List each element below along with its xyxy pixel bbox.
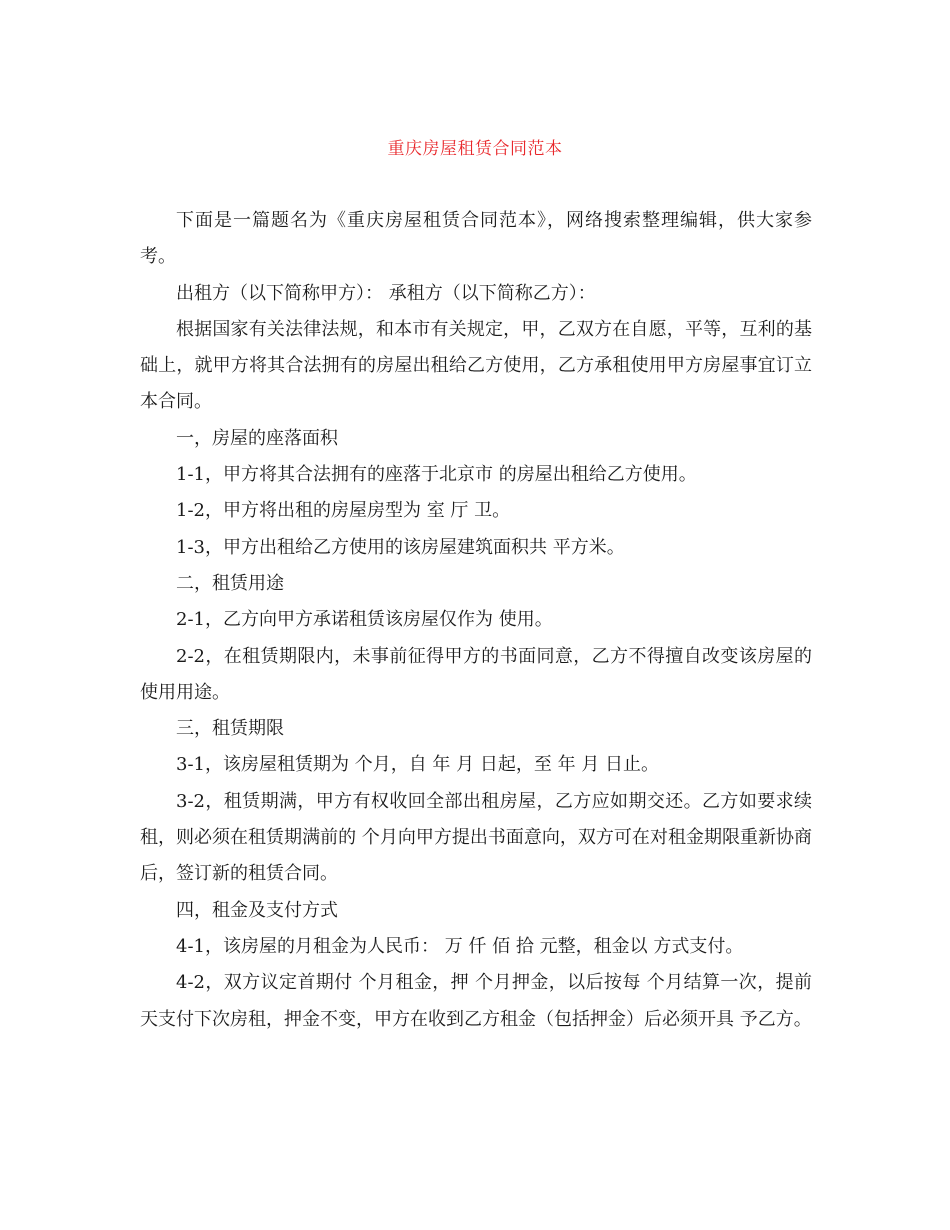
document-title: 重庆房屋租赁合同范本 (387, 139, 563, 159)
paragraph-parties: 出租方（以下简称甲方）： 承租方（以下简称乙方）： (176, 282, 596, 304)
clause-1-2: 1-2，甲方将出租的房屋房型为 室 厅 卫。 (176, 500, 511, 522)
document-body (140, 203, 812, 1038)
clause-2-2: 2-2，在租赁期限内，未事前征得甲方的书面同意，乙方不得擅自改变该房屋的使用用途。 (140, 645, 812, 703)
clause-3-2: 3-2，租赁期满，甲方有权收回全部出租房屋，乙方应如期交还。乙方如要求续租，则必须在租赁期满前的 个月向甲方提出书面意向，双方可在对租金期限重新协商后，签订新的租赁合同。 (140, 790, 812, 885)
section-heading-3: 三，租赁期限 (176, 718, 284, 740)
clause-3-1: 3-1，该房屋租赁期为 个月，自 年 月 日起，至 年 月 日止。 (176, 754, 660, 776)
clause-1-3: 1-3，甲方出租给乙方使用的该房屋建筑面积共 平方米。 (176, 536, 625, 558)
section-heading-1: 一，房屋的座落面积 (176, 427, 338, 449)
paragraph-intro: 下面是一篇题名为《重庆房屋租赁合同范本》，网络搜索整理编辑，供大家参考。 (140, 210, 812, 268)
section-heading-4: 四，租金及支付方式 (176, 899, 338, 921)
section-heading-2: 二，租赁用途 (176, 572, 284, 594)
paragraph-preamble: 根据国家有关法律法规，和本市有关规定，甲，乙双方在自愿，平等，互利的基础上，就甲方将其合法拥有的房屋出租给乙方使用，乙方承租使用甲方房屋事宜订立本合同。 (140, 318, 812, 413)
clause-1-1: 1-1，甲方将其合法拥有的座落于北京市 的房屋出租给乙方使用。 (176, 464, 697, 486)
clause-2-1: 2-1，乙方向甲方承诺租赁该房屋仅作为 使用。 (176, 609, 553, 631)
clause-4-2: 4-2，双方议定首期付 个月租金，押 个月押金，以后按每 个月结算一次，提前 天支付下次房租，押金不变，甲方在收到乙方租金（包括押金）后必须开具 予乙方。 (140, 972, 812, 1030)
clause-4-1: 4-1，该房屋的月租金为人民币： 万 仟 佰 拾 元整，租金以 方式支付。 (176, 935, 744, 957)
